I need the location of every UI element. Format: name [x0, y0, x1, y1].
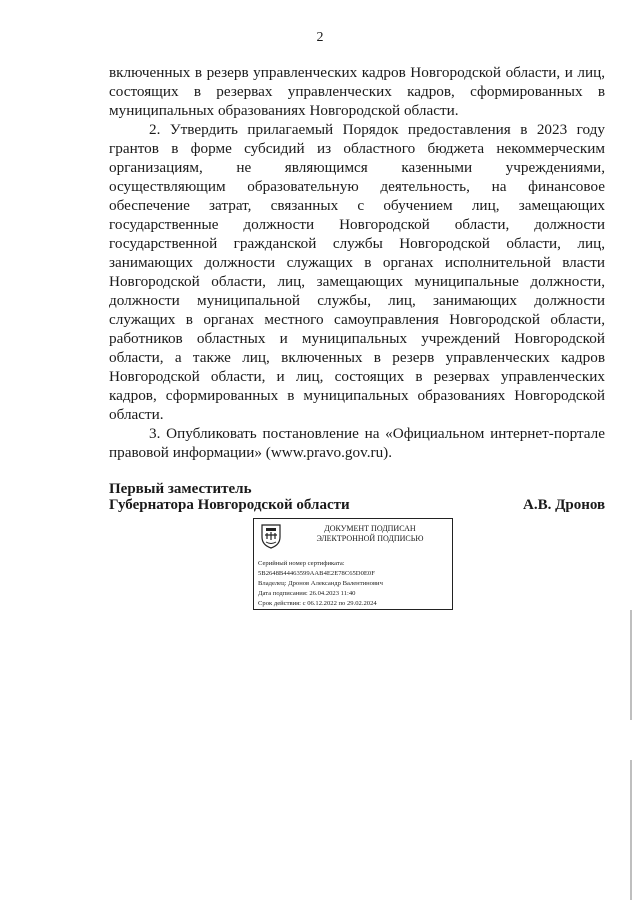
certificate-label: Серийный номер сертификата: — [258, 560, 345, 567]
paragraph-continuation: включенных в резерв управленческих кадров Новгородской области, и лиц, состоящих в резервах управленческих кадров, сформированных в муниципальных образованиях Новгородской области. — [109, 64, 605, 119]
stamp-title-line2: ЭЛЕКТРОННОЙ ПОДПИСЬЮ — [316, 534, 424, 543]
signing-date: Дата подписания: 26.04.2023 11:40 — [258, 590, 356, 597]
scan-edge-mark — [630, 760, 632, 900]
coat-of-arms-icon — [260, 523, 282, 549]
stamp-details — [258, 559, 449, 609]
paragraph-3: 3. Опубликовать постановление на «Официальном интернет-портале правовой информации» (www.pravo.gov.ru). — [109, 425, 605, 461]
signatory-position-line2: Губернатора Новгородской области — [109, 497, 350, 513]
electronic-signature-stamp — [253, 518, 453, 610]
paragraph-2: 2. Утвердить прилагаемый Порядок предоставления в 2023 году грантов в форме субсидий из областного бюджета некоммерческим организациям, не являющимся казенными учреждениями, осуществляющим образовательную деятельность, на финансовое обеспечение затрат, связанных с обучением лиц, замещающих государственные должности Новгородской области, должности государственной гражданской службы Новгородской области, лиц, занимающих должности служащих в органах исполнительной власти Новгородской области, лиц, замещающих муниципальные должности, должности муниципальной службы, лиц, занимающих должности служащих в органах местного самоуправления Новгородской области, работников областных и муниципальных учреждений Новгородской области, а также лиц, включенных в резерв управленческих кадров Новгородской области, и лиц, состоящих в резервах управленческих кадров, сформированных в муниципальных образованиях Новгородской области. — [109, 121, 605, 423]
signatory-name: А.В. Дронов — [523, 497, 606, 513]
stamp-title-line1: ДОКУМЕНТ ПОДПИСАН — [324, 524, 416, 533]
stamp-title — [290, 524, 450, 544]
page-number: 2 — [316, 30, 324, 45]
document-body — [109, 63, 605, 462]
signatory-position-line1: Первый заместитель — [109, 481, 252, 497]
scan-edge-mark — [630, 610, 632, 720]
certificate-serial: 5B2648B44463599AAB4E2E78C65D0E0F — [258, 570, 375, 577]
certificate-owner: Владелец: Дронов Александр Валентинович — [258, 580, 383, 587]
certificate-validity: Срок действия: с 06.12.2022 по 29.02.2024 — [258, 600, 377, 607]
signatory-position — [109, 481, 350, 513]
